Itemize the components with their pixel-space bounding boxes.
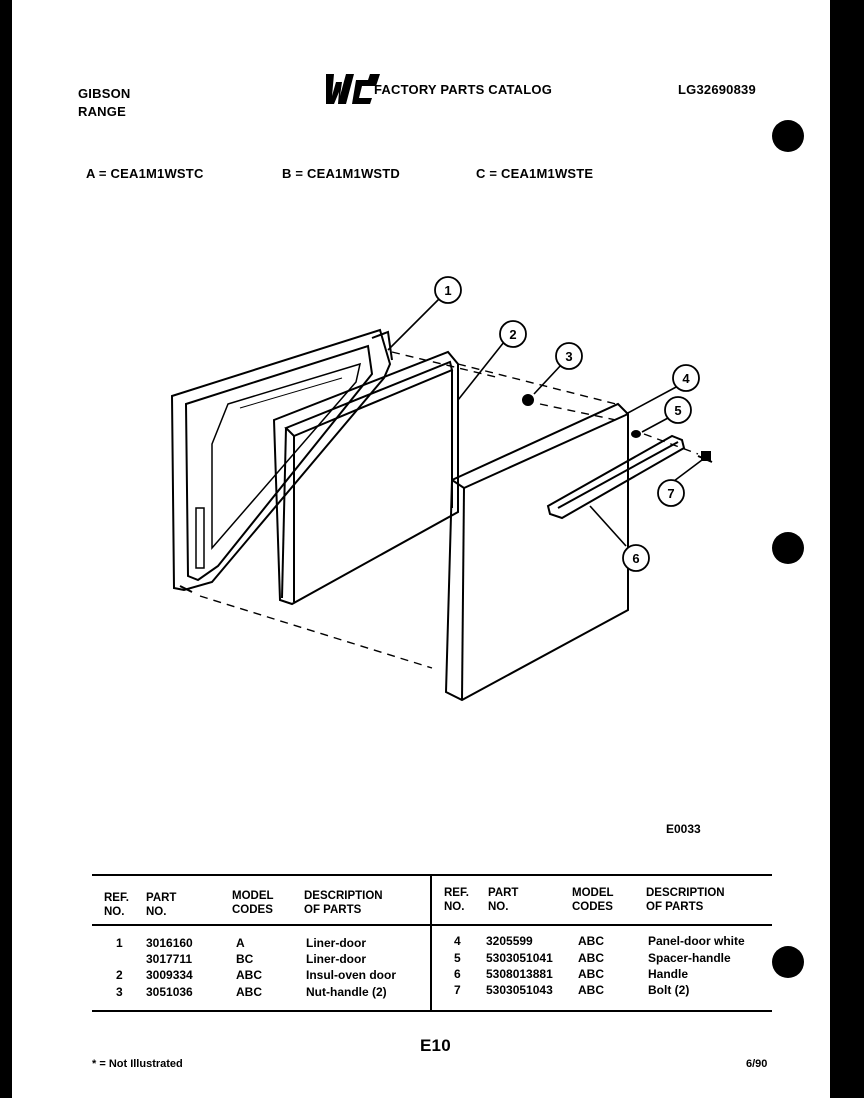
model-code-c: C = CEA1M1WSTE <box>476 166 594 181</box>
panel-door-part <box>446 404 628 700</box>
liner-door-part <box>172 330 392 592</box>
row-model: ABC <box>236 968 262 982</box>
model-code-a: A = CEA1M1WSTC <box>86 166 204 181</box>
brand-name: GIBSON <box>78 86 131 101</box>
row-desc: Handle <box>648 967 689 981</box>
header-model: MODEL CODES <box>232 890 274 916</box>
row-part: 3009334 <box>146 968 193 982</box>
exploded-door-diagram <box>12 0 830 860</box>
callout-3: 3 <box>565 349 573 364</box>
catalog-page <box>12 0 830 1098</box>
row-part: 3205599 <box>486 934 533 948</box>
row-part: 5303051043 <box>486 983 553 997</box>
table-header-rule <box>92 924 772 926</box>
row-desc: Insul-oven door <box>306 968 396 982</box>
drawing-code: E0033 <box>666 822 701 836</box>
header-model-right: MODEL CODES <box>572 887 614 913</box>
row-model: ABC <box>236 985 262 999</box>
header-desc-right: DESCRIPTION OF PARTS <box>646 887 725 913</box>
header-desc: DESCRIPTION OF PARTS <box>304 890 383 916</box>
row-model: A <box>236 936 245 950</box>
callout-2: 2 <box>509 327 517 342</box>
row-ref: 5 <box>454 951 461 965</box>
binder-hole-bottom <box>772 946 804 978</box>
callout-7: 7 <box>667 486 675 501</box>
catalog-number: LG32690839 <box>678 82 756 97</box>
model-code-b: B = CEA1M1WSTD <box>282 166 401 181</box>
row-part: 5308013881 <box>486 967 553 981</box>
row-model: ABC <box>578 951 604 965</box>
row-ref: 4 <box>454 934 461 948</box>
callout-1: 1 <box>444 283 452 298</box>
row-model: ABC <box>578 934 604 948</box>
row-desc: Panel-door white <box>648 934 745 948</box>
row-model: ABC <box>578 983 604 997</box>
row-desc: Bolt (2) <box>648 983 690 997</box>
table-top-rule <box>92 874 772 876</box>
header-ref-right: REF. NO. <box>444 887 469 913</box>
row-ref: 1 <box>116 936 123 950</box>
row-part: 3017711 <box>146 952 193 966</box>
not-illustrated-note: * = Not Illustrated <box>92 1058 183 1070</box>
table-bottom-rule <box>92 1010 772 1012</box>
page-number: E10 <box>420 1036 451 1055</box>
row-model: ABC <box>578 967 604 981</box>
catalog-title: FACTORY PARTS CATALOG <box>374 82 553 97</box>
nut-part <box>523 395 533 405</box>
table-divider <box>430 874 432 1012</box>
header-part: PART NO. <box>146 892 177 918</box>
row-desc: Spacer-handle <box>648 951 731 965</box>
product-type: RANGE <box>78 104 126 119</box>
row-ref: 3 <box>116 985 123 999</box>
row-ref: 2 <box>116 968 123 982</box>
header-ref: REF. NO. <box>104 892 129 918</box>
spacer-part <box>632 431 640 437</box>
callout-6: 6 <box>632 551 640 566</box>
row-part: 3016160 <box>146 936 193 950</box>
row-desc: Liner-door <box>306 952 366 966</box>
row-ref: 7 <box>454 983 461 997</box>
row-part: 3051036 <box>146 985 193 999</box>
row-ref: 6 <box>454 967 461 981</box>
row-desc: Nut-handle (2) <box>306 985 387 999</box>
callout-5: 5 <box>674 403 682 418</box>
header-part-right: PART NO. <box>488 887 519 913</box>
row-model: BC <box>236 952 254 966</box>
row-part: 5303051041 <box>486 951 553 965</box>
binding-strip <box>0 0 10 1098</box>
handle-part <box>548 436 684 518</box>
callout-4: 4 <box>682 371 690 386</box>
row-desc: Liner-door <box>306 936 366 950</box>
revision-date: 6/90 <box>746 1058 768 1070</box>
